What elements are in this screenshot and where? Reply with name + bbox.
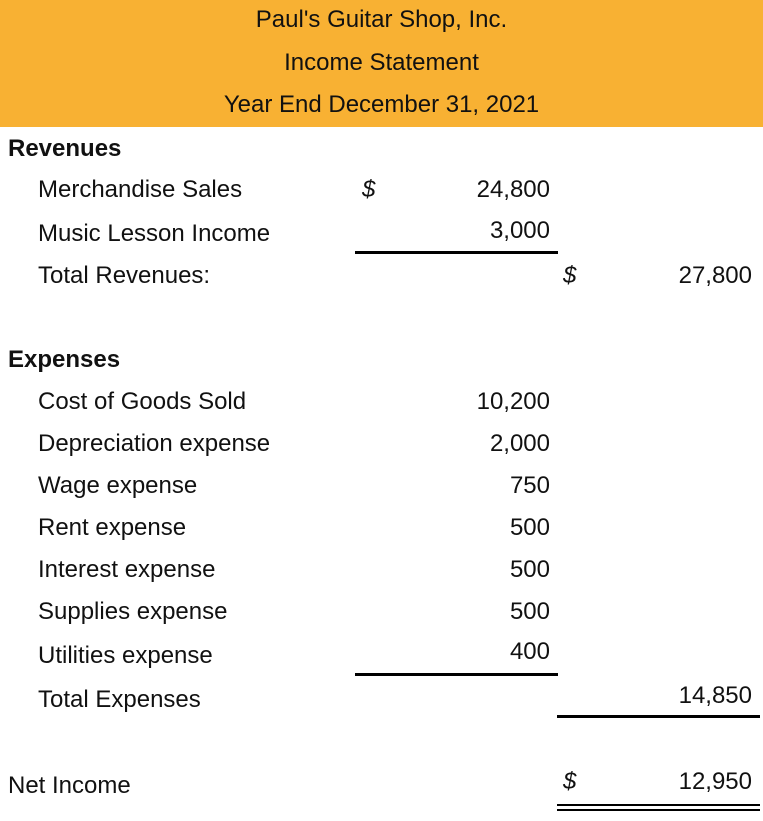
total-expenses-amount: 14,850 — [678, 682, 752, 709]
revenues-heading: Revenues — [8, 135, 122, 162]
total-revenues-amount: 27,800 — [678, 262, 752, 289]
expense-amount-interest: 500 — [509, 556, 550, 583]
revenue-amount-merchandise-sales: 24,800 — [476, 176, 550, 203]
expense-label-cost-of-goods-sold: Cost of Goods Sold — [38, 388, 247, 415]
company-name: Paul's Guitar Shop, Inc. — [255, 6, 508, 33]
net-income-label: Net Income — [8, 772, 131, 799]
expense-amount-rent: 500 — [509, 514, 550, 541]
net-income-double-rule-bottom — [557, 809, 760, 811]
expense-label-rent: Rent expense — [38, 514, 187, 541]
revenues-subtotal-rule — [355, 251, 558, 254]
expense-label-utilities: Utilities expense — [38, 642, 213, 669]
expense-amount-supplies: 500 — [509, 598, 550, 625]
expense-label-supplies: Supplies expense — [38, 598, 228, 625]
statement-header — [0, 0, 763, 127]
net-income-double-rule-top — [557, 804, 760, 806]
total-revenues-dollar-sign: $ — [563, 262, 577, 289]
revenue-label-music-lesson-income: Music Lesson Income — [38, 220, 271, 247]
expense-amount-wage: 750 — [509, 472, 550, 499]
expense-amount-utilities: 400 — [509, 638, 550, 665]
net-income-dollar-sign: $ — [563, 768, 577, 795]
revenue-label-merchandise-sales: Merchandise Sales — [38, 176, 243, 203]
statement-period: Year End December 31, 2021 — [223, 91, 540, 118]
expenses-heading: Expenses — [8, 346, 121, 373]
expense-label-depreciation: Depreciation expense — [38, 430, 271, 457]
total-revenues-label: Total Revenues: — [38, 262, 211, 289]
expenses-total-rule — [557, 715, 760, 718]
expense-label-wage: Wage expense — [38, 472, 198, 499]
net-income-amount: 12,950 — [678, 768, 752, 795]
expense-label-interest: Interest expense — [38, 556, 216, 583]
total-expenses-label: Total Expenses — [38, 686, 201, 713]
expenses-subtotal-rule — [355, 673, 558, 676]
revenue-dollar-sign: $ — [362, 176, 376, 203]
revenue-amount-music-lesson-income: 3,000 — [489, 217, 550, 244]
expense-amount-depreciation: 2,000 — [489, 430, 550, 457]
statement-title: Income Statement — [284, 49, 479, 76]
expense-amount-cost-of-goods-sold: 10,200 — [476, 388, 550, 415]
